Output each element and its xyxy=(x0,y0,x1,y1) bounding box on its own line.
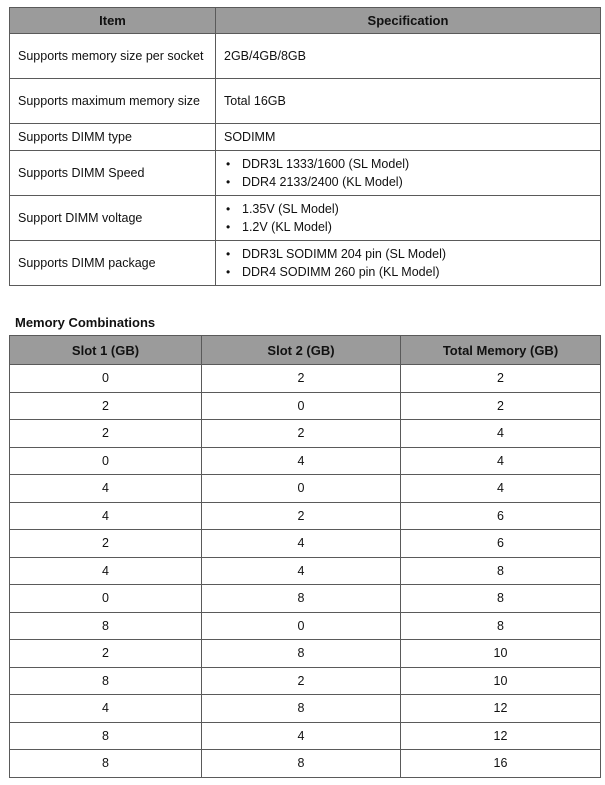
slot1-cell: 4 xyxy=(10,475,202,503)
combo-row xyxy=(10,750,601,778)
combo-row xyxy=(10,612,601,640)
slot1-cell: 8 xyxy=(10,750,202,778)
slot1-cell: 4 xyxy=(10,502,202,530)
total-memory-cell: 10 xyxy=(401,667,601,695)
slot2-cell: 0 xyxy=(202,475,401,503)
slot1-cell: 8 xyxy=(10,722,202,750)
slot1-cell: 0 xyxy=(10,365,202,393)
spec-value-cell xyxy=(216,241,601,286)
spec-bullet-list xyxy=(224,155,592,191)
spec-bullet-list xyxy=(224,200,592,236)
spec-bullet-item: • 1.35V (SL Model) xyxy=(224,200,592,218)
total-memory-cell: 16 xyxy=(401,750,601,778)
spec-value-cell xyxy=(216,151,601,196)
total-memory-cell: 12 xyxy=(401,695,601,723)
spec-item-cell: Supports DIMM package xyxy=(10,241,216,286)
spec-header-row xyxy=(10,8,601,34)
combo-row xyxy=(10,365,601,393)
spec-item-cell: Supports DIMM type xyxy=(10,124,216,151)
total-memory-cell: 4 xyxy=(401,420,601,448)
combo-row xyxy=(10,447,601,475)
combo-row xyxy=(10,557,601,585)
spec-bullet-item: • DDR4 SODIMM 260 pin (KL Model) xyxy=(224,263,592,281)
spec-value-cell xyxy=(216,196,601,241)
total-memory-cell: 6 xyxy=(401,502,601,530)
memory-combinations-title: Memory Combinations xyxy=(15,315,156,330)
spec-row xyxy=(10,124,601,151)
slot1-cell: 0 xyxy=(10,585,202,613)
slot1-cell: 2 xyxy=(10,530,202,558)
spec-bullet-item: • DDR3L 1333/1600 (SL Model) xyxy=(224,155,592,173)
combo-row xyxy=(10,502,601,530)
slot2-cell: 2 xyxy=(202,365,401,393)
slot1-cell: 2 xyxy=(10,640,202,668)
combo-table-body xyxy=(10,365,601,778)
spec-item-cell: Support DIMM voltage xyxy=(10,196,216,241)
slot1-cell: 2 xyxy=(10,420,202,448)
specification-column-header: Specification xyxy=(216,8,601,34)
item-column-header: Item xyxy=(10,8,216,34)
spec-row xyxy=(10,196,601,241)
spec-row xyxy=(10,79,601,124)
slot1-column-header: Slot 1 (GB) xyxy=(10,336,202,365)
spec-item-cell: Supports DIMM Speed xyxy=(10,151,216,196)
combo-row xyxy=(10,585,601,613)
memory-spec-table xyxy=(9,7,601,286)
slot2-cell: 4 xyxy=(202,722,401,750)
combo-row xyxy=(10,475,601,503)
total-memory-cell: 8 xyxy=(401,585,601,613)
slot1-cell: 8 xyxy=(10,667,202,695)
memory-combinations-table xyxy=(9,335,601,778)
total-memory-cell: 2 xyxy=(401,365,601,393)
spec-value-cell: Total 16GB xyxy=(216,79,601,124)
total-memory-cell: 10 xyxy=(401,640,601,668)
slot2-cell: 4 xyxy=(202,557,401,585)
slot2-cell: 8 xyxy=(202,695,401,723)
spec-item-cell: Supports maximum memory size xyxy=(10,79,216,124)
slot2-column-header: Slot 2 (GB) xyxy=(202,336,401,365)
combo-row xyxy=(10,530,601,558)
combo-row xyxy=(10,722,601,750)
spec-bullet-item: • 1.2V (KL Model) xyxy=(224,218,592,236)
slot1-cell: 2 xyxy=(10,392,202,420)
total-memory-cell: 8 xyxy=(401,612,601,640)
spec-value-cell: SODIMM xyxy=(216,124,601,151)
total-memory-column-header: Total Memory (GB) xyxy=(401,336,601,365)
slot2-cell: 4 xyxy=(202,530,401,558)
combo-row xyxy=(10,640,601,668)
total-memory-cell: 8 xyxy=(401,557,601,585)
spec-bullet-item: • DDR3L SODIMM 204 pin (SL Model) xyxy=(224,245,592,263)
combo-header-row xyxy=(10,336,601,365)
total-memory-cell: 2 xyxy=(401,392,601,420)
slot2-cell: 2 xyxy=(202,420,401,448)
combo-row xyxy=(10,667,601,695)
slot2-cell: 2 xyxy=(202,667,401,695)
slot2-cell: 2 xyxy=(202,502,401,530)
spec-bullet-item: • DDR4 2133/2400 (KL Model) xyxy=(224,173,592,191)
total-memory-cell: 4 xyxy=(401,447,601,475)
spec-row xyxy=(10,151,601,196)
total-memory-cell: 4 xyxy=(401,475,601,503)
combo-row xyxy=(10,695,601,723)
slot1-cell: 4 xyxy=(10,557,202,585)
combo-row xyxy=(10,392,601,420)
total-memory-cell: 12 xyxy=(401,722,601,750)
total-memory-cell: 6 xyxy=(401,530,601,558)
spec-row xyxy=(10,34,601,79)
combo-row xyxy=(10,420,601,448)
spec-bullet-list xyxy=(224,245,592,281)
spec-row xyxy=(10,241,601,286)
spec-item-cell: Supports memory size per socket xyxy=(10,34,216,79)
slot2-cell: 0 xyxy=(202,612,401,640)
slot2-cell: 8 xyxy=(202,750,401,778)
slot2-cell: 0 xyxy=(202,392,401,420)
spec-value-cell: 2GB/4GB/8GB xyxy=(216,34,601,79)
slot2-cell: 8 xyxy=(202,640,401,668)
slot1-cell: 0 xyxy=(10,447,202,475)
slot1-cell: 8 xyxy=(10,612,202,640)
slot2-cell: 4 xyxy=(202,447,401,475)
slot2-cell: 8 xyxy=(202,585,401,613)
slot1-cell: 4 xyxy=(10,695,202,723)
